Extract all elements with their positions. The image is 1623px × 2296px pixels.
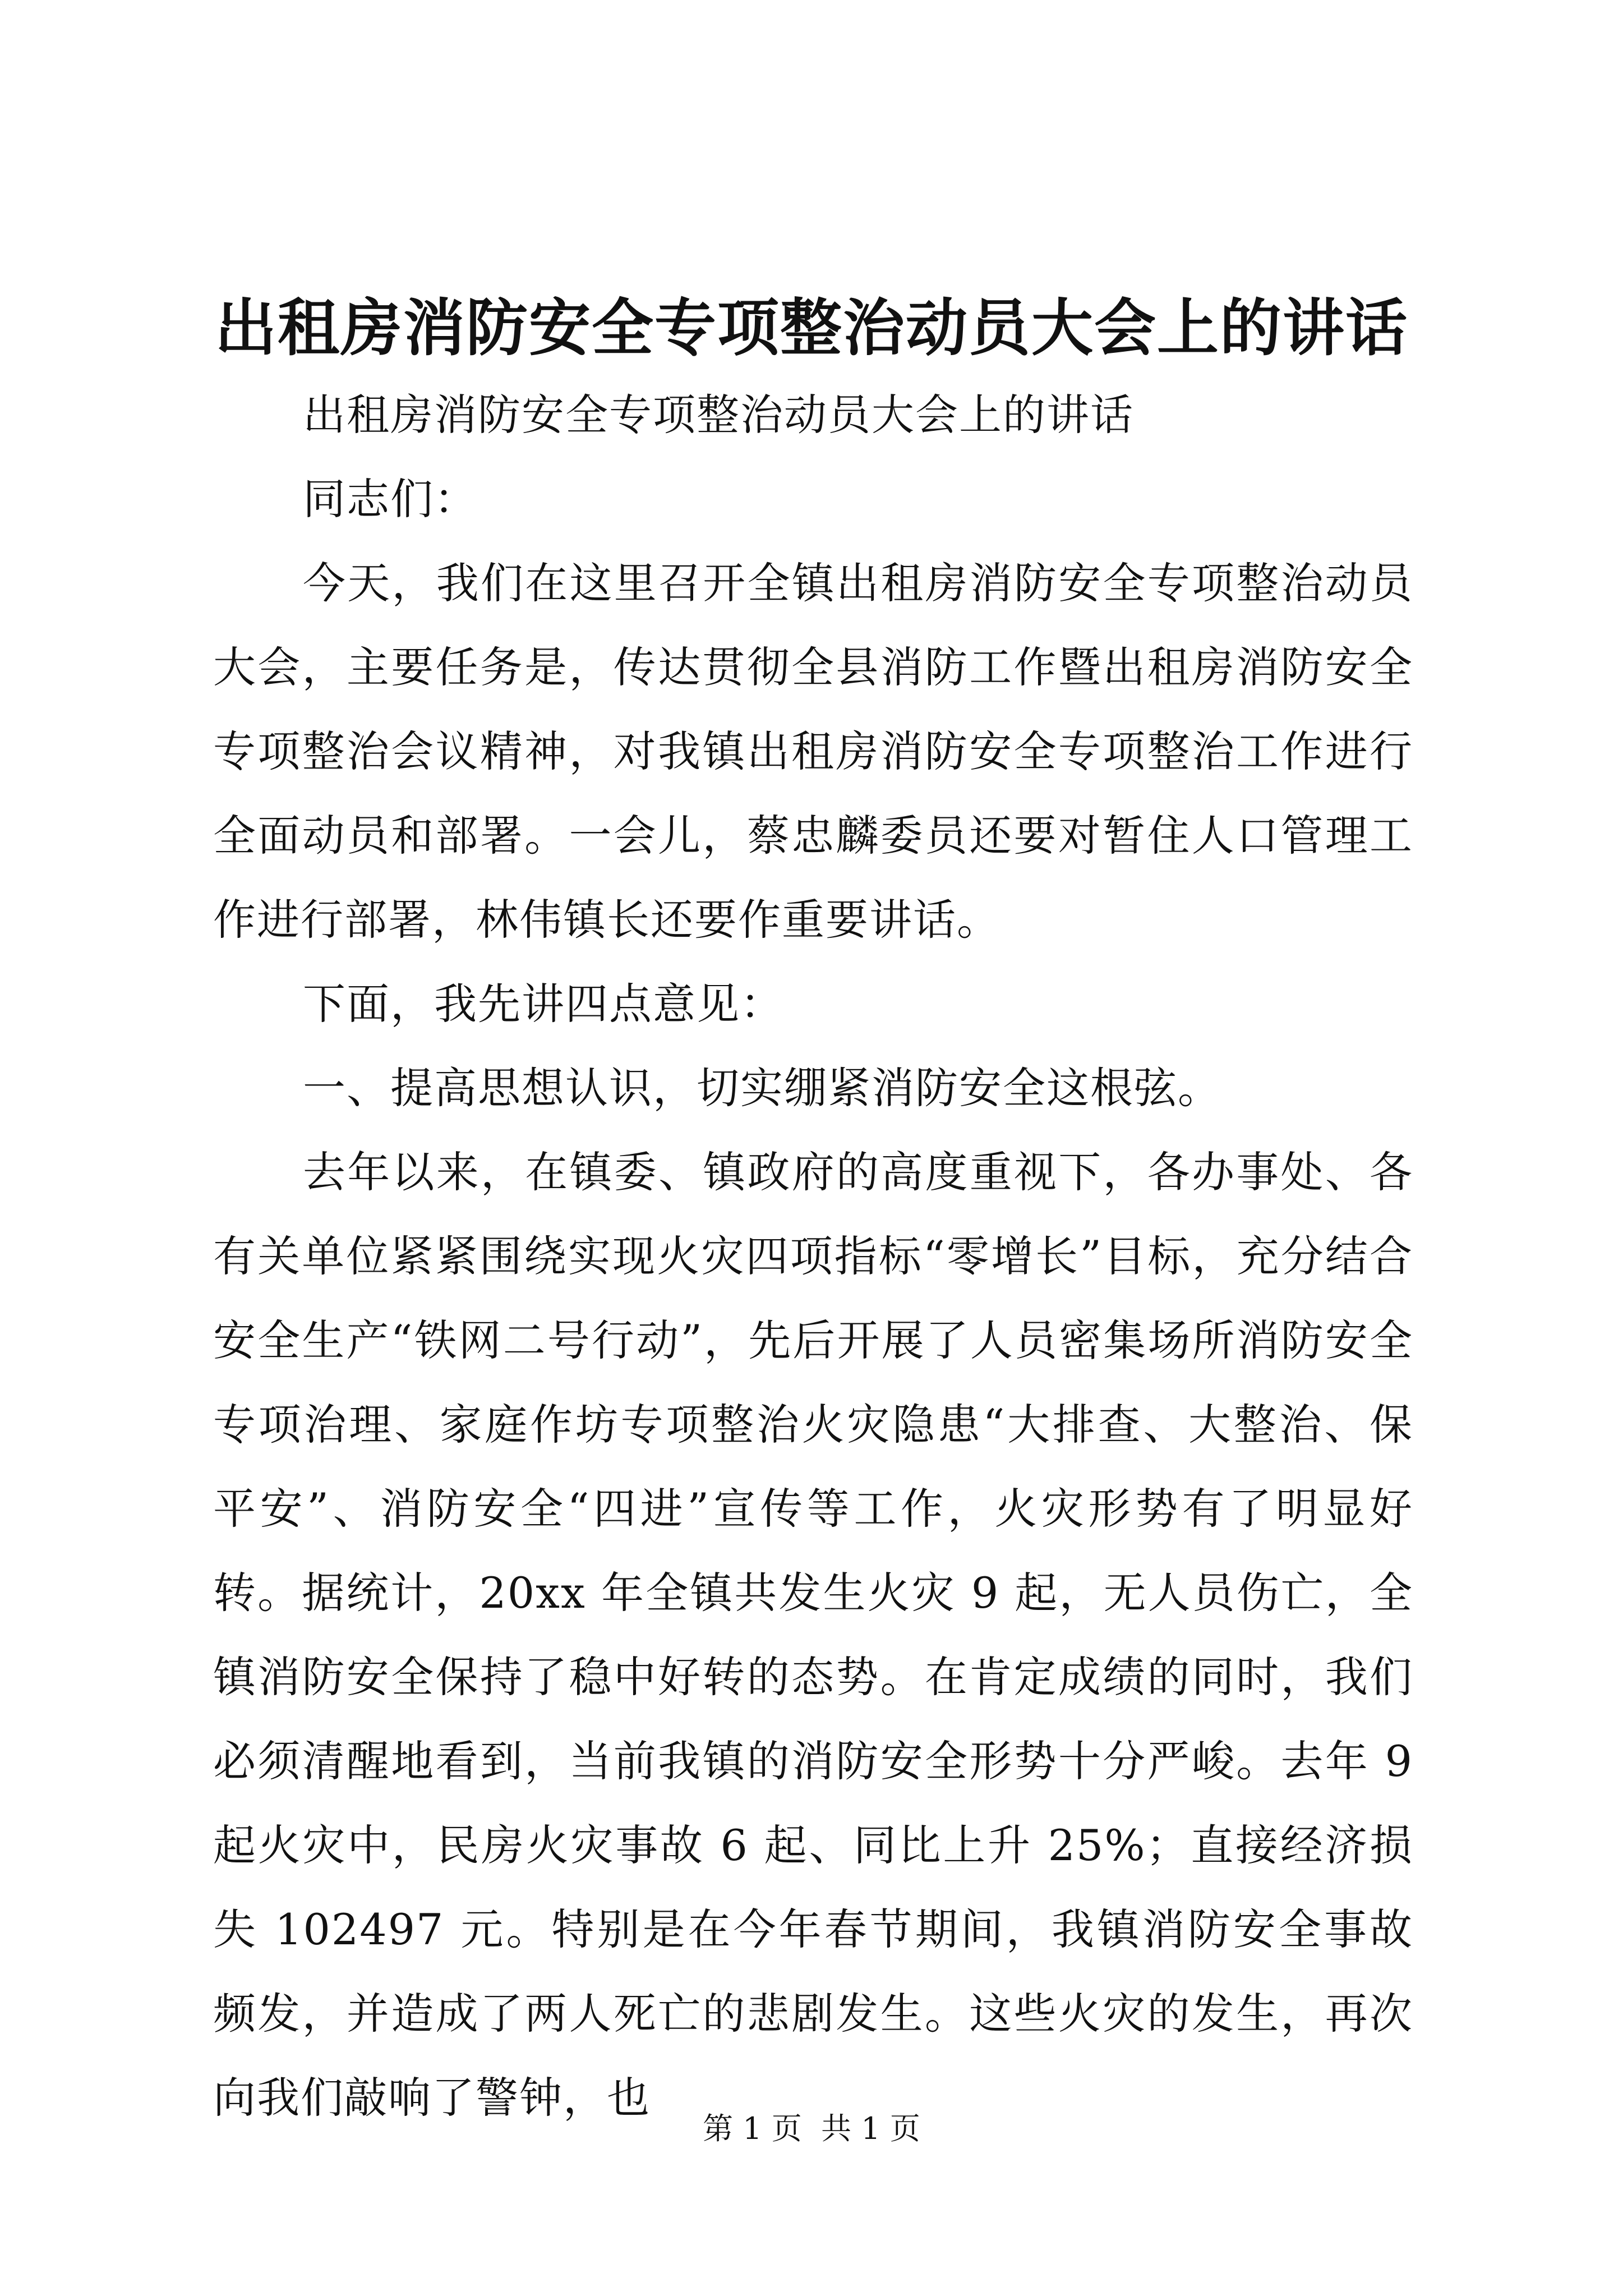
paragraph-opening: 今天，我们在这里召开全镇出租房消防安全专项整治动员大会，主要任务是，传达贯彻全县消防工作暨出租房消防安全专项整治会议精神，对我镇出租房消防安全专项整治工作进行全面动员和部署。一会儿，蔡忠麟委员还要对暂住人口管理工作进行部署，林伟镇长还要作重要讲话。 xyxy=(213,558,1413,945)
document-body xyxy=(213,373,1413,2140)
paragraph-main: 去年以来，在镇委、镇政府的高度重视下，各办事处、各有关单位紧紧围绕实现火灾四项指标“零增长”目标，充分结合安全生产“铁网二号行动”，先后开展了人员密集场所消防安全专项治理、家庭作坊专项整治火灾隐患“大排查、大整治、保平安”、消防安全“四进”宣传等工作，火灾形势有了明显好转。据统计，20xx 年全镇共发生火灾 9 起，无人员伤亡，全镇消防安全保持了稳中好转的态势。在肯定成绩的同时，我们必须清醒地看到，当前我镇的消防安全形势十分严峻。去年 9 起火灾中，民房火灾事故 6 起、同比上升 25%；直接经济损失 102497 元。特别是在今年春节期间，我镇消防安全事故频发，并造成了两人死亡的悲剧发生。这些火灾的发生，再次向我们敲响了警钟，也 xyxy=(213,1147,1413,2123)
paragraph-subtitle: 出租房消防安全专项整治动员大会上的讲话 xyxy=(303,390,1134,440)
paragraph-section-heading: 一、提高思想认识，切实绷紧消防安全这根弦。 xyxy=(303,1063,1221,1113)
paragraph-intro-points: 下面，我先讲四点意见： xyxy=(303,979,784,1029)
document-title: 出租房消防安全专项整治动员大会上的讲话 xyxy=(215,292,1408,364)
paragraph-salutation: 同志们： xyxy=(303,474,478,524)
page-number-footer: 第 1 页 共 1 页 xyxy=(703,2111,920,2146)
